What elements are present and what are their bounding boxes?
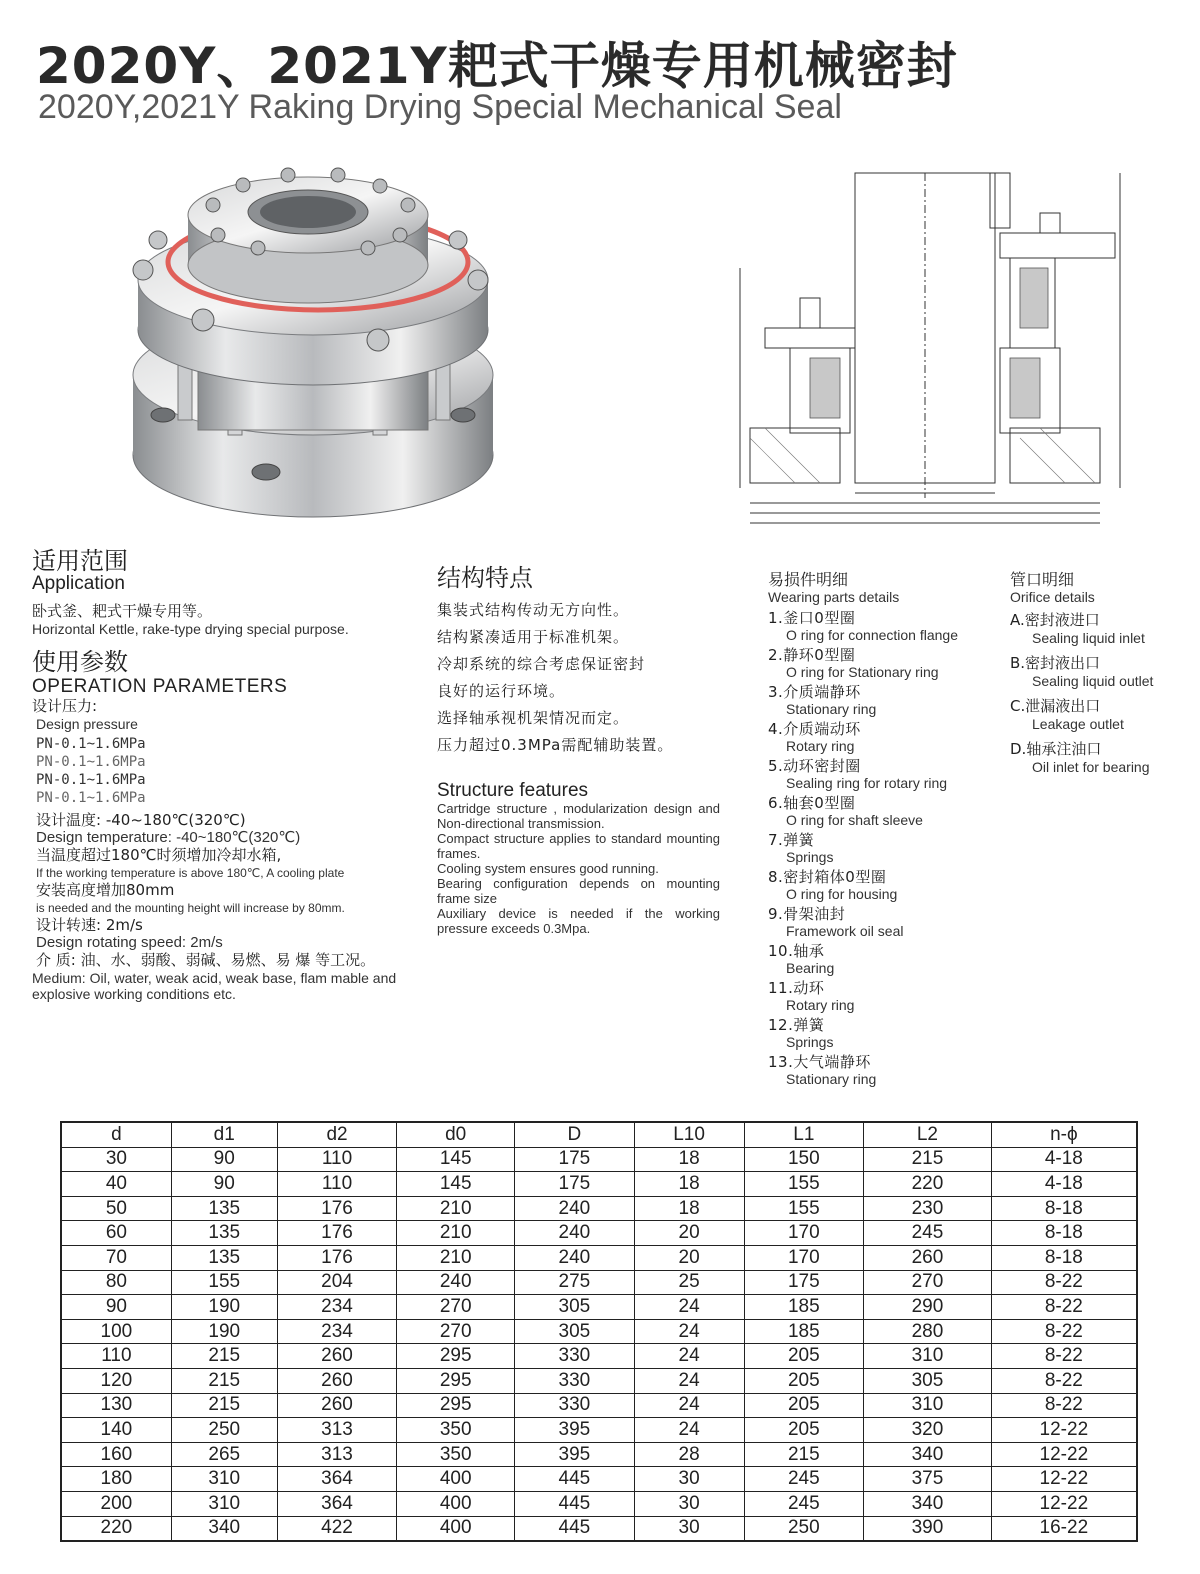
table-cell: 18 — [634, 1147, 744, 1172]
table-cell: 210 — [397, 1196, 515, 1221]
wearing-part-item — [768, 942, 998, 976]
wearing-part-cn: 4.介质端动环 — [768, 720, 861, 738]
table-cell: 16-22 — [991, 1516, 1137, 1541]
wearing-part-en: Stationary ring — [786, 1071, 877, 1087]
table-cell: 295 — [397, 1393, 515, 1418]
table-cell: 330 — [515, 1344, 635, 1369]
wearing-parts-heading-cn: 易损件明细 — [768, 570, 849, 589]
table-cell: 170 — [744, 1221, 864, 1246]
table-cell: 12-22 — [991, 1418, 1137, 1443]
table-cell: 395 — [515, 1442, 635, 1467]
table-row — [61, 1270, 1137, 1295]
wearing-part-cn: 1.釜口0型圈 — [768, 609, 856, 627]
table-cell: 145 — [397, 1147, 515, 1172]
table-cell: 20 — [634, 1245, 744, 1270]
pressure-value: PN-0.1~1.6MPa — [36, 754, 146, 770]
table-cell: 140 — [61, 1418, 171, 1443]
table-header-cell: d1 — [171, 1122, 277, 1147]
table-cell: 110 — [277, 1172, 397, 1197]
structure-heading-en: Structure features — [437, 780, 589, 801]
table-cell: 40 — [61, 1172, 171, 1197]
table-cell: 175 — [515, 1147, 635, 1172]
table-cell: 12-22 — [991, 1442, 1137, 1467]
table-cell: 176 — [277, 1196, 397, 1221]
orifice-heading-cn: 管口明细 — [1010, 570, 1075, 589]
wearing-parts-section — [768, 570, 998, 1090]
table-cell: 340 — [864, 1491, 992, 1516]
table-cell: 204 — [277, 1270, 397, 1295]
wearing-part-cn: 11.动环 — [768, 979, 825, 997]
table-cell: 295 — [397, 1344, 515, 1369]
table-cell: 320 — [864, 1418, 992, 1443]
table-row — [61, 1467, 1137, 1492]
table-cell: 250 — [744, 1516, 864, 1541]
table-row — [61, 1344, 1137, 1369]
table-header-cell: D — [515, 1122, 635, 1147]
table-cell: 8-22 — [991, 1270, 1137, 1295]
height-note-en: is needed and the mounting height will increase by 80mm. — [36, 901, 345, 915]
temperature-cn: 设计温度: -40~180℃(320℃) — [36, 811, 246, 829]
pressure-value: PN-0.1~1.6MPa — [36, 790, 146, 806]
table-cell: 176 — [277, 1245, 397, 1270]
wearing-part-en: Springs — [786, 849, 834, 865]
table-cell: 24 — [634, 1319, 744, 1344]
wearing-part-cn: 13.大气端静环 — [768, 1053, 871, 1071]
structure-section — [437, 565, 720, 936]
page-title-cn: 2020Y、2021Y耙式干燥专用机械密封 — [36, 37, 958, 95]
orifice-item — [1010, 654, 1190, 689]
table-cell: 375 — [864, 1467, 992, 1492]
table-cell: 260 — [277, 1368, 397, 1393]
table-cell: 24 — [634, 1295, 744, 1320]
table-header-cell: L1 — [744, 1122, 864, 1147]
structure-line-en: Cartridge structure , modularization design and Non-directional transmission. — [437, 801, 720, 831]
wearing-part-en: Sealing ring for rotary ring — [786, 775, 948, 791]
application-text-en: Horizontal Kettle, rake-type drying special purpose. — [32, 621, 349, 637]
table-cell: 245 — [744, 1491, 864, 1516]
wearing-part-cn: 12.弹簧 — [768, 1016, 825, 1034]
table-cell: 160 — [61, 1442, 171, 1467]
table-cell: 90 — [171, 1147, 277, 1172]
table-cell: 340 — [864, 1442, 992, 1467]
table-cell: 8-22 — [991, 1295, 1137, 1320]
table-cell: 313 — [277, 1418, 397, 1443]
table-cell: 400 — [397, 1516, 515, 1541]
temperature-en: Design temperature: -40~180℃(320℃) — [36, 829, 301, 846]
table-cell: 270 — [397, 1319, 515, 1344]
wearing-part-item — [768, 720, 998, 754]
wearing-parts-heading-en: Wearing parts details — [768, 589, 900, 605]
table-cell: 8-18 — [991, 1221, 1137, 1246]
table-cell: 270 — [397, 1295, 515, 1320]
orifice-cn: B.密封液出口 — [1010, 654, 1101, 672]
table-cell: 28 — [634, 1442, 744, 1467]
orifice-cn: C.泄漏液出口 — [1010, 697, 1101, 715]
structure-line-cn: 压力超过0.3MPa需配辅助装置。 — [437, 736, 674, 754]
wearing-part-en: Bearing — [786, 960, 835, 976]
table-cell: 8-22 — [991, 1393, 1137, 1418]
wearing-part-en: Framework oil seal — [786, 923, 904, 939]
table-cell: 265 — [171, 1442, 277, 1467]
table-row — [61, 1147, 1137, 1172]
structure-line-cn: 冷却系统的综合考虑保证密封 — [437, 655, 646, 673]
height-note-cn: 安装高度增加80mm — [36, 881, 175, 899]
wearing-part-cn: 5.动环密封圈 — [768, 757, 861, 775]
table-cell: 130 — [61, 1393, 171, 1418]
orifice-heading-en: Orifice details — [1010, 589, 1095, 605]
table-cell: 205 — [744, 1393, 864, 1418]
table-cell: 280 — [864, 1319, 992, 1344]
structure-line-en: Compact structure applies to standard mounting frames. — [437, 831, 720, 861]
wearing-part-cn: 7.弹簧 — [768, 831, 815, 849]
structure-heading-cn: 结构特点 — [437, 564, 533, 592]
table-cell: 70 — [61, 1245, 171, 1270]
table-cell: 12-22 — [991, 1491, 1137, 1516]
table-cell: 30 — [61, 1147, 171, 1172]
table-cell: 260 — [277, 1344, 397, 1369]
pressure-value: PN-0.1~1.6MPa — [36, 772, 146, 788]
pressure-label-en: Design pressure — [36, 716, 138, 732]
table-cell: 4-18 — [991, 1147, 1137, 1172]
wearing-part-item — [768, 646, 998, 680]
table-cell: 24 — [634, 1344, 744, 1369]
table-cell: 330 — [515, 1368, 635, 1393]
table-cell: 305 — [515, 1295, 635, 1320]
table-cell: 260 — [277, 1393, 397, 1418]
table-cell: 24 — [634, 1368, 744, 1393]
table-cell: 305 — [864, 1368, 992, 1393]
table-cell: 215 — [171, 1368, 277, 1393]
application-heading-en: Application — [32, 573, 125, 594]
table-cell: 445 — [515, 1516, 635, 1541]
table-cell: 135 — [171, 1245, 277, 1270]
table-cell: 30 — [634, 1467, 744, 1492]
wearing-part-item — [768, 794, 998, 828]
table-header-row — [61, 1122, 1137, 1147]
structure-line-en: Cooling system ensures good running. — [437, 861, 659, 876]
table-cell: 234 — [277, 1319, 397, 1344]
table-cell: 8-22 — [991, 1344, 1137, 1369]
table-cell: 215 — [744, 1442, 864, 1467]
table-cell: 18 — [634, 1172, 744, 1197]
structure-line-cn: 集装式结构传动无方向性。 — [437, 601, 630, 619]
structure-line-en: Bearing configuration depends on mounting frame size — [437, 876, 720, 906]
table-cell: 8-18 — [991, 1196, 1137, 1221]
table-cell: 270 — [864, 1270, 992, 1295]
table-cell: 24 — [634, 1393, 744, 1418]
wearing-part-en: O ring for Stationary ring — [786, 664, 939, 680]
table-cell: 400 — [397, 1491, 515, 1516]
table-header-cell: L2 — [864, 1122, 992, 1147]
table-cell: 20 — [634, 1221, 744, 1246]
wearing-part-item — [768, 905, 998, 939]
table-cell: 364 — [277, 1467, 397, 1492]
wearing-part-item — [768, 1053, 998, 1087]
table-cell: 313 — [277, 1442, 397, 1467]
table-header-cell: d — [61, 1122, 171, 1147]
table-row — [61, 1393, 1137, 1418]
table-cell: 395 — [515, 1418, 635, 1443]
table-row — [61, 1491, 1137, 1516]
table-cell: 18 — [634, 1196, 744, 1221]
table-cell: 185 — [744, 1295, 864, 1320]
orifice-cn: A.密封液进口 — [1010, 611, 1100, 629]
cooling-note-cn: 当温度超过180℃时须增加冷却水箱, — [36, 846, 282, 864]
table-cell: 205 — [744, 1418, 864, 1443]
wearing-part-item — [768, 831, 998, 865]
wearing-part-item — [768, 1016, 998, 1050]
table-row — [61, 1295, 1137, 1320]
table-cell: 120 — [61, 1368, 171, 1393]
table-cell: 176 — [277, 1221, 397, 1246]
wearing-part-cn: 10.轴承 — [768, 942, 825, 960]
table-cell: 230 — [864, 1196, 992, 1221]
orifice-item — [1010, 740, 1190, 775]
table-cell: 180 — [61, 1467, 171, 1492]
product-photo — [118, 160, 508, 530]
table-cell: 305 — [515, 1319, 635, 1344]
table-cell: 135 — [171, 1196, 277, 1221]
wearing-part-en: Springs — [786, 1034, 834, 1050]
table-cell: 220 — [61, 1516, 171, 1541]
table-cell: 175 — [515, 1172, 635, 1197]
speed-cn: 设计转速: 2m/s — [36, 916, 143, 934]
table-cell: 155 — [744, 1196, 864, 1221]
medium-cn: 介 质: 油、水、弱酸、弱碱、易燃、易 爆 等工况。 — [36, 951, 376, 969]
table-cell: 220 — [864, 1172, 992, 1197]
orifice-cn: D.轴承注油口 — [1010, 740, 1102, 758]
table-cell: 100 — [61, 1319, 171, 1344]
application-heading-cn: 适用范围 — [32, 547, 128, 575]
orifice-en: Leakage outlet — [1032, 716, 1124, 732]
table-cell: 234 — [277, 1295, 397, 1320]
table-cell: 240 — [515, 1196, 635, 1221]
table-cell: 340 — [171, 1516, 277, 1541]
table-row — [61, 1221, 1137, 1246]
table-row — [61, 1245, 1137, 1270]
table-cell: 175 — [744, 1270, 864, 1295]
orifice-en: Sealing liquid outlet — [1032, 673, 1154, 689]
table-cell: 400 — [397, 1467, 515, 1492]
table-cell: 245 — [744, 1467, 864, 1492]
table-cell: 110 — [277, 1147, 397, 1172]
table-cell: 422 — [277, 1516, 397, 1541]
pressure-value: PN-0.1~1.6MPa — [36, 736, 146, 752]
table-cell: 110 — [61, 1344, 171, 1369]
table-cell: 205 — [744, 1344, 864, 1369]
orifice-section — [1010, 570, 1190, 783]
table-row — [61, 1516, 1137, 1541]
table-cell: 445 — [515, 1491, 635, 1516]
cross-section-drawing — [720, 168, 1180, 548]
table-cell: 25 — [634, 1270, 744, 1295]
orifice-item — [1010, 611, 1190, 646]
table-cell: 145 — [397, 1172, 515, 1197]
table-cell: 80 — [61, 1270, 171, 1295]
wearing-part-item — [768, 757, 998, 791]
table-cell: 210 — [397, 1245, 515, 1270]
table-cell: 215 — [864, 1147, 992, 1172]
table-cell: 155 — [171, 1270, 277, 1295]
table-cell: 90 — [61, 1295, 171, 1320]
table-cell: 260 — [864, 1245, 992, 1270]
structure-line-en: Auxiliary device is needed if the working pressure exceeds 0.3Mpa. — [437, 906, 720, 936]
table-cell: 170 — [744, 1245, 864, 1270]
table-cell: 364 — [277, 1491, 397, 1516]
table-row — [61, 1196, 1137, 1221]
table-header-cell: d2 — [277, 1122, 397, 1147]
table-cell: 4-18 — [991, 1172, 1137, 1197]
table-cell: 445 — [515, 1467, 635, 1492]
table-cell: 30 — [634, 1516, 744, 1541]
table-row — [61, 1368, 1137, 1393]
wearing-part-item — [768, 683, 998, 717]
table-cell: 150 — [744, 1147, 864, 1172]
table-cell: 215 — [171, 1344, 277, 1369]
table-cell: 8-18 — [991, 1245, 1137, 1270]
structure-line-cn: 良好的运行环境。 — [437, 682, 566, 700]
table-cell: 250 — [171, 1418, 277, 1443]
table-header-cell: L10 — [634, 1122, 744, 1147]
wearing-part-en: O ring for housing — [786, 886, 898, 902]
table-cell: 310 — [864, 1393, 992, 1418]
speed-en: Design rotating speed: 2m/s — [36, 934, 223, 951]
table-row — [61, 1319, 1137, 1344]
orifice-en: Oil inlet for bearing — [1032, 759, 1150, 775]
table-cell: 155 — [744, 1172, 864, 1197]
table-cell: 290 — [864, 1295, 992, 1320]
table-cell: 330 — [515, 1393, 635, 1418]
operation-heading-cn: 使用参数 — [32, 648, 128, 676]
table-cell: 210 — [397, 1221, 515, 1246]
table-cell: 245 — [864, 1221, 992, 1246]
wearing-part-cn: 9.骨架油封 — [768, 905, 846, 923]
wearing-part-en: Rotary ring — [786, 997, 855, 1013]
orifice-item — [1010, 697, 1190, 732]
wearing-part-item — [768, 868, 998, 902]
table-cell: 12-22 — [991, 1467, 1137, 1492]
table-row — [61, 1418, 1137, 1443]
table-cell: 30 — [634, 1491, 744, 1516]
table-cell: 205 — [744, 1368, 864, 1393]
structure-line-cn: 结构紧凑适用于标准机架。 — [437, 628, 630, 646]
table-cell: 185 — [744, 1319, 864, 1344]
application-text-cn: 卧式釜、耙式干燥专用等。 — [32, 602, 213, 620]
table-cell: 190 — [171, 1319, 277, 1344]
wearing-part-cn: 6.轴套0型圈 — [768, 794, 856, 812]
table-cell: 275 — [515, 1270, 635, 1295]
table-cell: 390 — [864, 1516, 992, 1541]
wearing-part-item — [768, 609, 998, 643]
pressure-label-cn: 设计压力: — [32, 697, 98, 715]
table-cell: 24 — [634, 1418, 744, 1443]
table-cell: 190 — [171, 1295, 277, 1320]
table-cell: 240 — [515, 1221, 635, 1246]
table-cell: 215 — [171, 1393, 277, 1418]
table-header-cell: n-ϕ — [991, 1122, 1137, 1147]
table-row — [61, 1172, 1137, 1197]
table-cell: 8-22 — [991, 1368, 1137, 1393]
table-cell: 135 — [171, 1221, 277, 1246]
wearing-part-en: O ring for shaft sleeve — [786, 812, 923, 828]
table-cell: 90 — [171, 1172, 277, 1197]
table-cell: 50 — [61, 1196, 171, 1221]
table-cell: 60 — [61, 1221, 171, 1246]
orifice-en: Sealing liquid inlet — [1032, 630, 1145, 646]
structure-line-cn: 选择轴承视机架情况而定。 — [437, 709, 630, 727]
table-cell: 240 — [515, 1245, 635, 1270]
table-cell: 200 — [61, 1491, 171, 1516]
table-cell: 310 — [171, 1467, 277, 1492]
wearing-part-cn: 8.密封箱体0型圈 — [768, 868, 887, 886]
wearing-part-en: Rotary ring — [786, 738, 855, 754]
table-header-cell: d0 — [397, 1122, 515, 1147]
wearing-part-cn: 3.介质端静环 — [768, 683, 861, 701]
table-cell: 310 — [171, 1491, 277, 1516]
operation-heading-en: OPERATION PARAMETERS — [32, 676, 288, 697]
table-cell: 8-22 — [991, 1319, 1137, 1344]
wearing-part-en: O ring for connection flange — [786, 627, 958, 643]
table-cell: 350 — [397, 1418, 515, 1443]
wearing-part-item — [768, 979, 998, 1013]
table-cell: 310 — [864, 1344, 992, 1369]
page-title-en: 2020Y,2021Y Raking Drying Special Mechanical Seal — [38, 88, 842, 126]
medium-en: Medium: Oil, water, weak acid, weak base, flam mable and explosive working conditions etc. — [32, 970, 397, 1002]
wearing-part-en: Stationary ring — [786, 701, 877, 717]
dimension-table — [60, 1121, 1138, 1542]
table-cell: 295 — [397, 1368, 515, 1393]
table-row — [61, 1442, 1137, 1467]
cooling-note-en: If the working temperature is above 180℃, A cooling plate — [36, 866, 345, 880]
application-section — [32, 548, 402, 1002]
table-cell: 350 — [397, 1442, 515, 1467]
table-cell: 240 — [397, 1270, 515, 1295]
wearing-part-cn: 2.静环0型圈 — [768, 646, 856, 664]
